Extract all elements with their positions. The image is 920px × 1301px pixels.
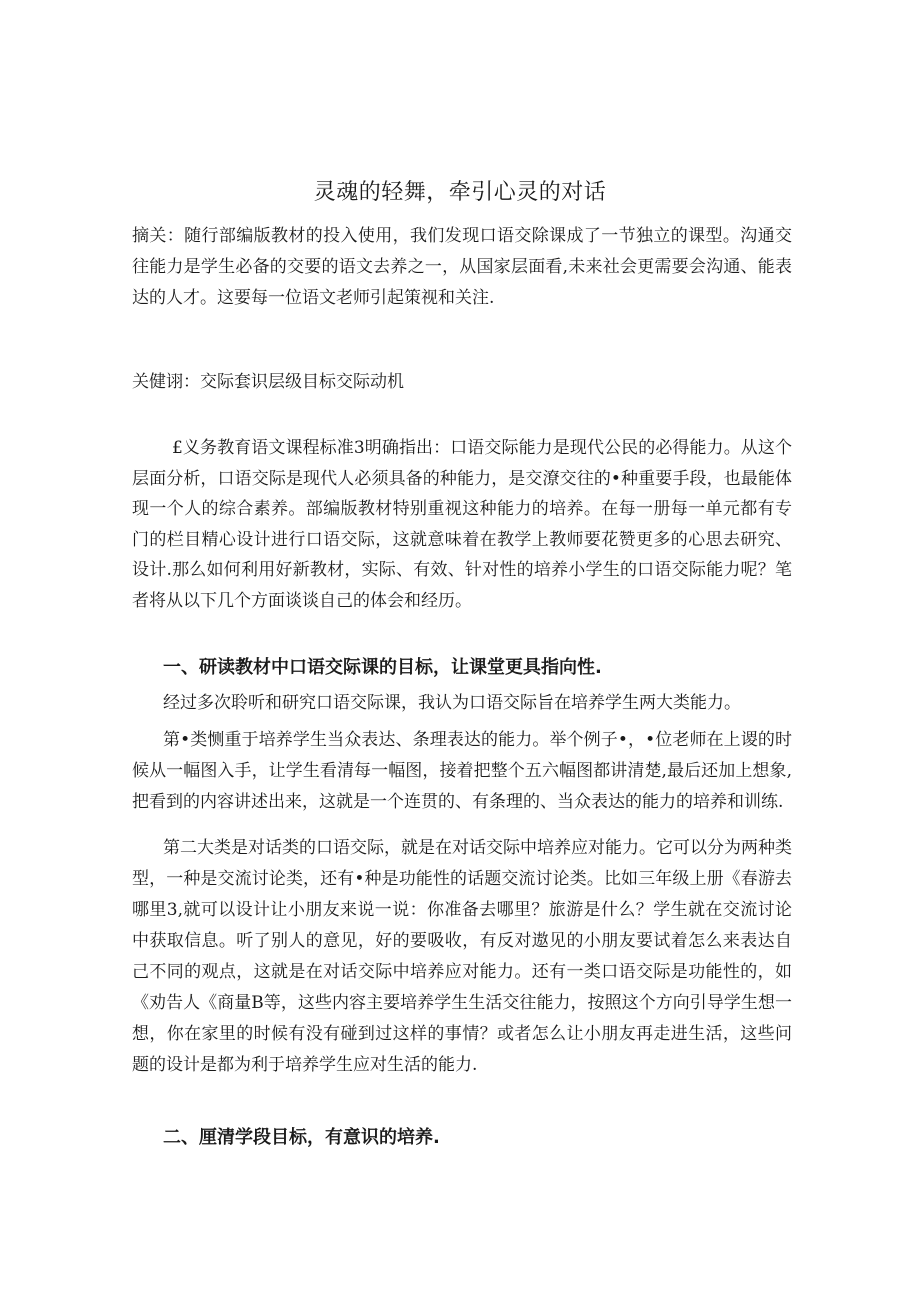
intro-paragraph: £义务教育语文课程标准3明确指出：口语交际能力是现代公民的必得能力。从这个层面分析，口语交际是现代人必须具备的种能力，是交潦交往的•种重要手段，也最能体现一个人的综合素养。部编版教材特别重视这种能力的培养。在每一册每一单元都有专门的栏目精心设计进行口语交际，这就意味着在教学上教师要花赞更多的心思去研究、设计.那么如何利用好新教材，实际、有效、针对性的培养小学生的口语交际能力呢？笔者将从以下几个方面谈谈自己的体会和经历。 (132, 438, 792, 611)
document-title: 灵魂的轻舞，牵引心灵的对话 (313, 180, 607, 205)
keywords-line: 关健诩：交际套识层级目标交际动机 (132, 372, 404, 392)
section-heading-2: 二、厘清学段目标，有意识的培养. (163, 1127, 440, 1148)
body-paragraph: 第二大类是对话类的口语交际，就是在对话交际中培养应对能力。它可以分为两种类型，一种是交流讨论类，还有•种是功能性的话题交流讨论类。比如三年级上册《春游去哪里3,就可以设计让小朋友来说一说：你准备去哪里？旅游是什么？学生就在交流讨论中获取信息。听了别人的意见，好的要吸收，有反对遨见的小朋友要试着怎么来表达自己不同的观点，这就是在对话交际中培养应对能力。还有一类口语交际是功能性的，如《劝告人《商量B等，这些内容主要培养学生生活交往能力，按照这个方向引导学生想一想，你在家里的时候有没有碰到过这样的事情？或者怎么让小朋友再走进生活，这些问题的设计是都为利于培养学生应对生活的能力. (132, 838, 792, 1075)
abstract-paragraph: 摘关：随行部编版教材的投入使用，我们发现口语交除课成了一节独立的课型。沟通交往能力是学生必备的交要的语文去养之一，从国家层面看,未来社会更需要会沟通、能表达的人才。这要每一位语文老师引起策视和关注. (132, 226, 792, 308)
body-paragraph: 第•类恻重于培养学生当众表达、条理表达的能力。举个例子•，•位老师在上谡的时候从一幅图入手，让学生看清每一幅图，接着把整个五六幅图都讲清楚,最后还加上想象,把看到的内容讲述出来，这就是一个连贯的、有条理的、当众表达的能力的培养和训练. (132, 730, 792, 812)
body-paragraph: 经过多次聆听和研究口语交际课，我认为口语交际旨在培养学生两大类能力。 (163, 693, 741, 713)
section-heading-1: 一、研读教材中口语交际课的目标，让课堂更具指向性. (163, 657, 602, 678)
